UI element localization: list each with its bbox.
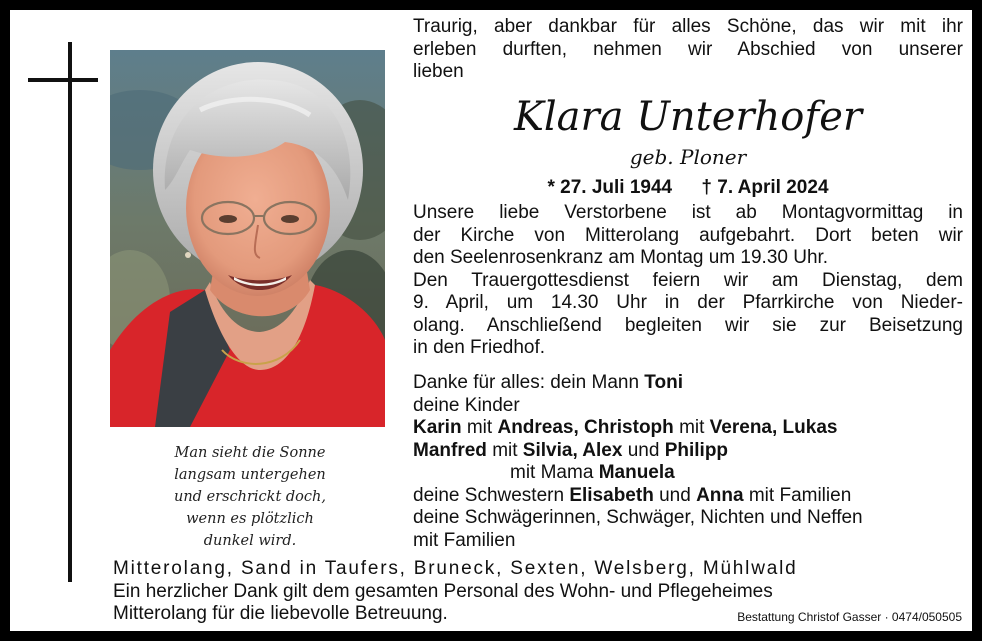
gratitude-line: Ein herzlicher Dank gilt dem gesamten Personal des Wohn- und Pflegeheimes (113, 580, 773, 602)
intro-text (413, 16, 963, 84)
mourners-line: Karin mit Andreas, Christoph mit Verena, Lukas (413, 417, 838, 438)
announcement-line: Unsere liebe Verstorbene ist ab Montagvormittag in (413, 202, 963, 223)
announcement-line: in den Friedhof. (413, 337, 546, 358)
poem (130, 442, 370, 552)
announcement-line: den Seelenrosenkranz am Montag um 19.30 Uhr. (413, 247, 829, 268)
intro-line: Traurig, aber dankbar für alles Schöne, das wir mit ihr (413, 16, 963, 37)
mourners-line: mit Mama Manuela (510, 462, 675, 483)
poem-line: und erschrickt doch, (174, 489, 326, 505)
funeral-home: Bestattung Christof Gasser · 0474/050505 (737, 610, 962, 624)
poem-line: langsam untergehen (174, 467, 326, 483)
mourners-line: deine Schwägerinnen, Schwäger, Nichten und Neffen (413, 507, 863, 528)
poem-line: wenn es plötzlich (186, 511, 314, 527)
mourners-list (413, 372, 963, 552)
death-date: † 7. April 2024 (701, 177, 829, 198)
portrait-photo (110, 50, 385, 427)
obituary-notice (10, 10, 972, 631)
poem-line: Man sieht die Sonne (174, 445, 326, 461)
intro-line: lieben (413, 61, 464, 82)
announcement-text (413, 202, 963, 360)
gratitude-line: Mitterolang für die liebevolle Betreuung. (113, 603, 448, 624)
announcement-line: Den Trauergottesdienst feiern wir am Dienstag, dem (413, 269, 963, 291)
mourners-line: Manfred mit Silvia, Alex und Philipp (413, 439, 729, 461)
places-line: Mitterolang, Sand in Taufers, Bruneck, Sexten, Welsberg, Mühlwald (113, 558, 798, 579)
mourners-line: deine Schwestern Elisabeth und Anna mit Familien (413, 484, 852, 506)
mourners-line: mit Familien (413, 529, 516, 551)
husband-name: Toni (644, 372, 683, 393)
announcement-line: olang. Anschließend begleiten wir sie zur Beisetzung (413, 314, 963, 336)
cross-icon-bar (28, 78, 98, 82)
poem-line: dunkel wird. (203, 533, 297, 549)
announcement-line: der Kirche von Mitterolang aufgebahrt. Dort beten wir (413, 224, 963, 246)
maiden-name: geb. Ploner (629, 145, 747, 169)
cross-icon (68, 42, 72, 582)
mourners-line: Danke für alles: dein Mann Toni (413, 372, 683, 393)
birth-date: * 27. Juli 1944 (547, 177, 673, 198)
deceased-name: Klara Unterhofer (514, 94, 862, 140)
intro-line: erleben durften, nehmen wir Abschied von unserer (413, 38, 963, 60)
life-dates (413, 176, 963, 200)
portrait-illustration (110, 50, 385, 427)
announcement-line: 9. April, um 14.30 Uhr in der Pfarrkirche von Nieder- (413, 292, 963, 313)
children-label: deine Kinder (413, 394, 520, 416)
